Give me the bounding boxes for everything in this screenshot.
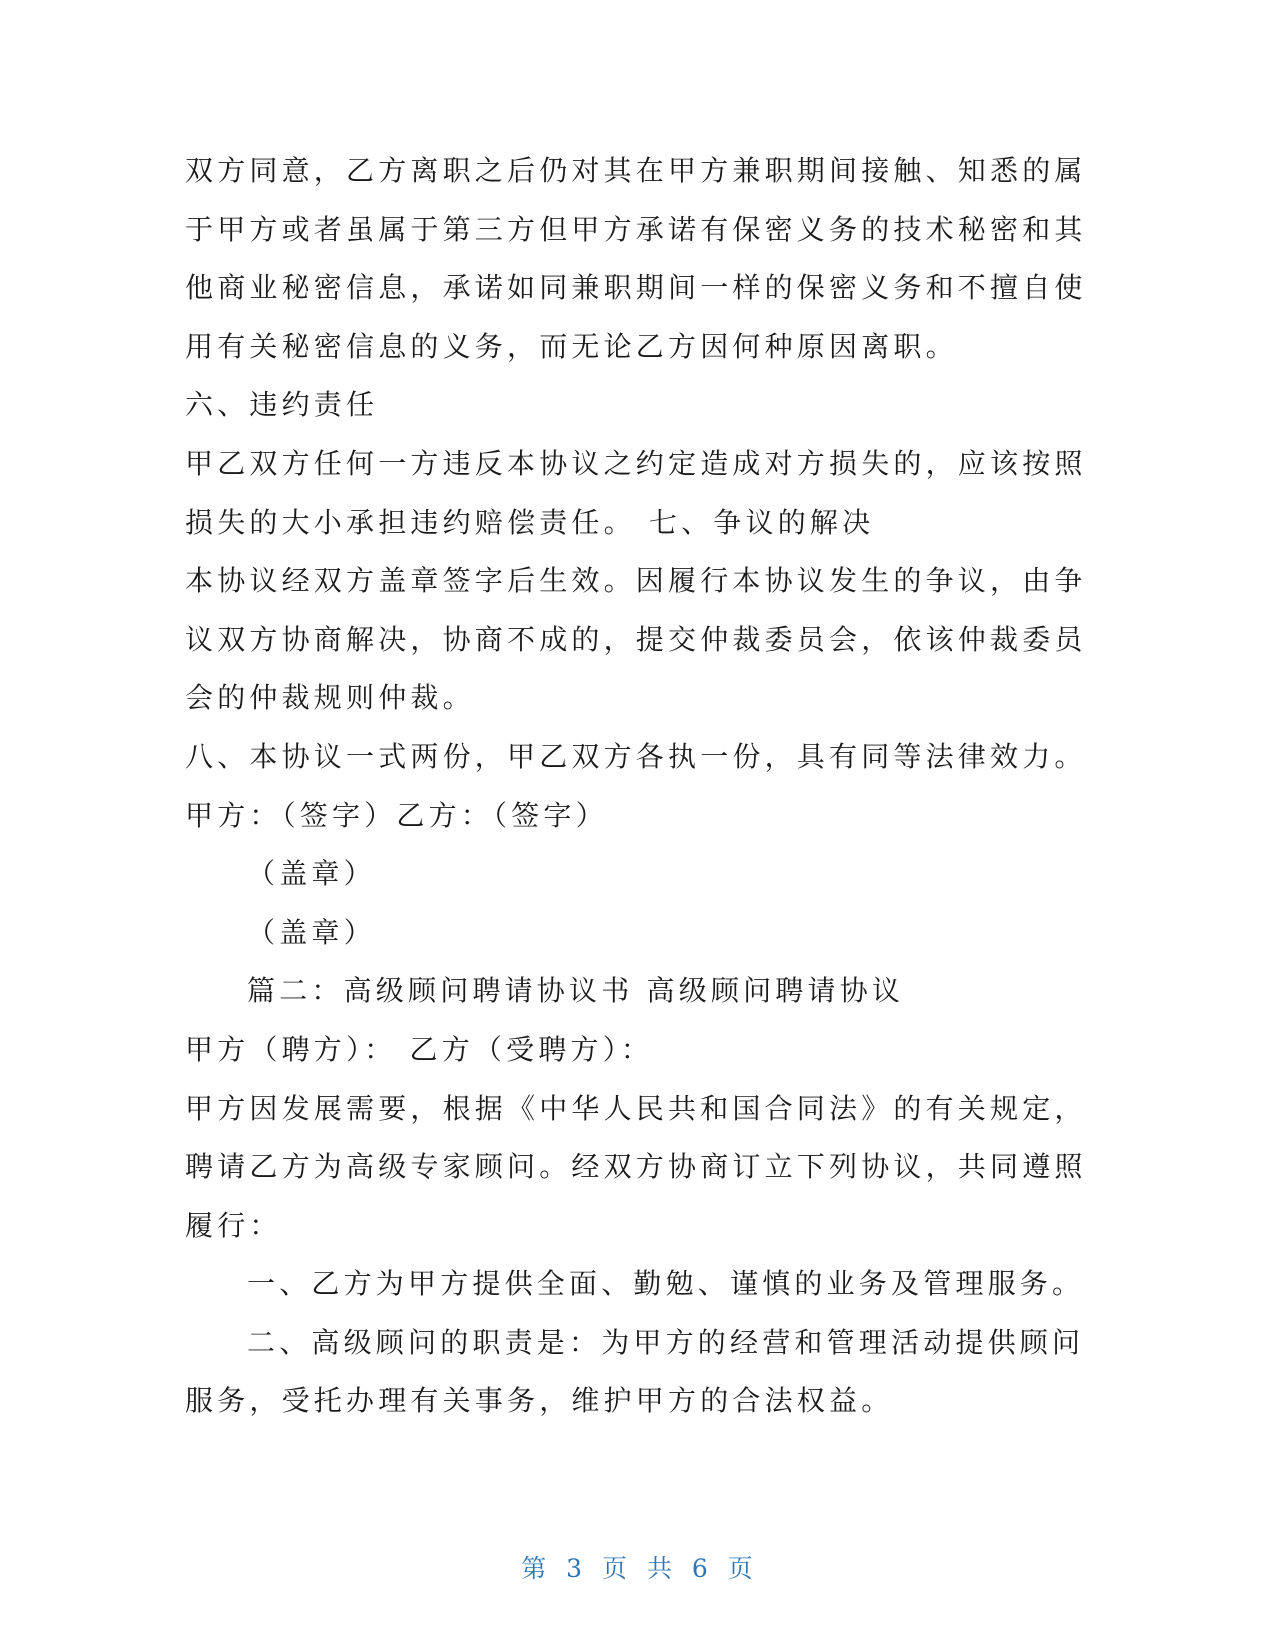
- paragraph-line: 八、本协议一式两份，甲乙双方各执一份，具有同等法律效力。: [185, 739, 1087, 773]
- clause-line: 二、高级顾问的职责是：为甲方的经营和管理活动提供顾问: [247, 1325, 1085, 1359]
- paragraph-line: 履行：: [185, 1208, 282, 1242]
- paragraph-line: 会的仲裁规则仲裁。: [185, 681, 475, 715]
- seal-line: （盖章）: [247, 915, 376, 949]
- paragraph-line: 服务，受托办理有关事务，维护甲方的合法权益。: [185, 1384, 894, 1418]
- paragraph-line: 甲方因发展需要，根据《中华人民共和国合同法》的有关规定，: [185, 1091, 1087, 1125]
- paragraph-line: 甲乙双方任何一方违反本协议之约定造成对方损失的，应该按照: [185, 446, 1087, 480]
- page-number-footer: 第 3 页 共 6 页: [521, 1554, 754, 1583]
- paragraph-line: 于甲方或者虽属于第三方但甲方承诺有保密义务的技术秘密和其: [185, 212, 1087, 246]
- paragraph-line: 聘请乙方为高级专家顾问。经双方协商订立下列协议，共同遵照: [185, 1150, 1087, 1184]
- paragraph-line: 损失的大小承担违约赔偿责任。 七、争议的解决: [185, 505, 875, 539]
- paragraph-line: 本协议经双方盖章签字后生效。因履行本协议发生的争议，由争: [185, 564, 1087, 598]
- section-title: 篇二：高级顾问聘请协议书 高级顾问聘请协议: [247, 974, 905, 1008]
- paragraph-line: 双方同意，乙方离职之后仍对其在甲方兼职期间接触、知悉的属: [185, 154, 1087, 187]
- signature-line: 甲方：（签字）乙方：（签字）: [185, 798, 608, 832]
- paragraph-line: 议双方协商解决，协商不成的，提交仲裁委员会，依该仲裁委员: [185, 622, 1087, 656]
- paragraph-line: 用有关秘密信息的义务，而无论乙方因何种原因离职。: [185, 329, 958, 363]
- paragraph-line: 他商业秘密信息，承诺如同兼职期间一样的保密义务和不擅自使: [185, 271, 1087, 305]
- clause-line: 一、乙方为甲方提供全面、勤勉、谨慎的业务及管理服务。: [247, 1267, 1085, 1301]
- party-line: 甲方（聘方）： 乙方（受聘方）：: [185, 1032, 654, 1066]
- document-body: [185, 142, 1087, 1431]
- section-heading: 六、违约责任: [185, 388, 379, 422]
- seal-line: （盖章）: [247, 857, 376, 891]
